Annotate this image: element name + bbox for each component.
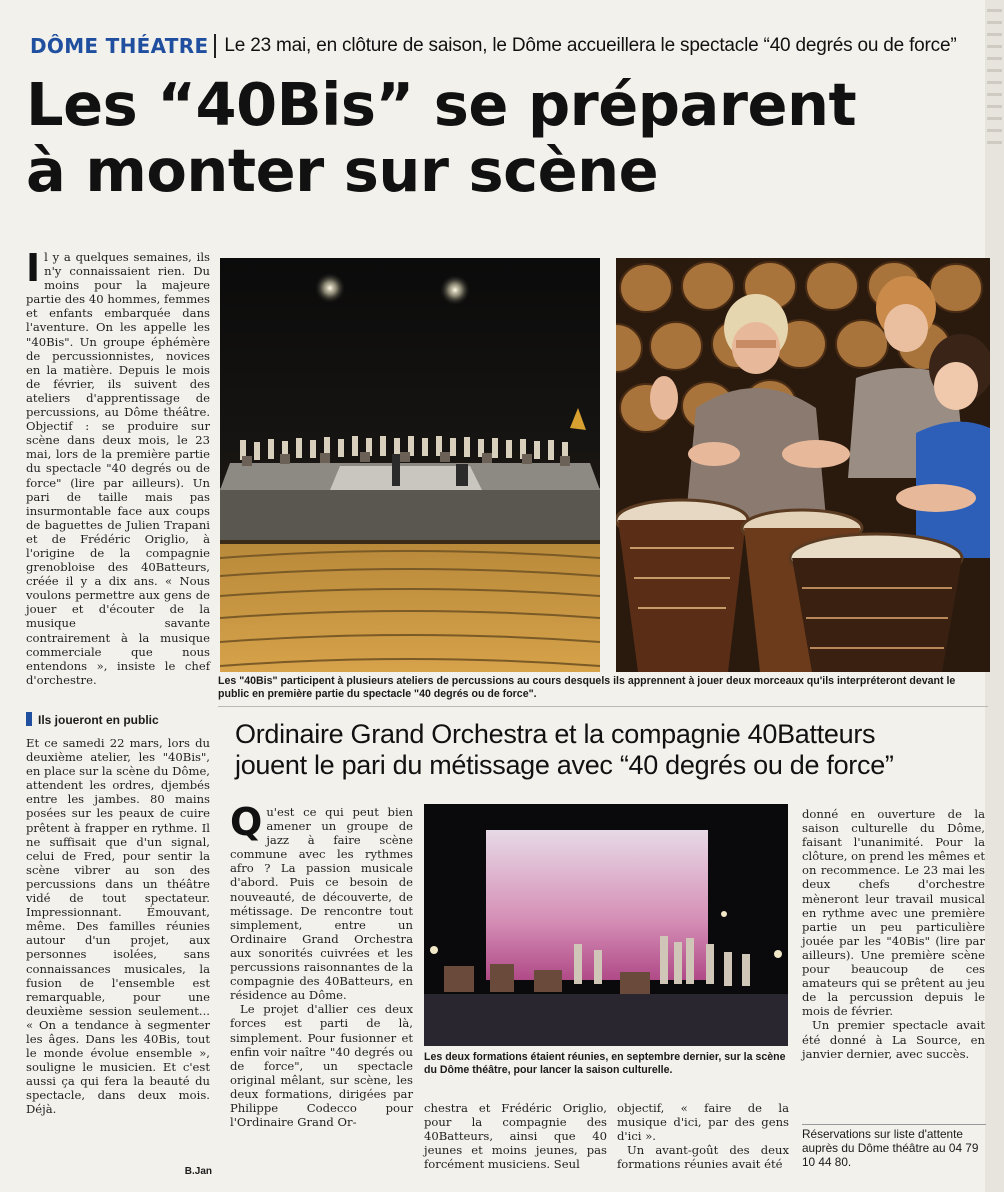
photo-caption-concert: Les deux formations étaient réunies, en septembre dernier, sur la scène du Dôme théâtre, pour lancer la saison culturelle. bbox=[424, 1051, 786, 1076]
dropcap: Q bbox=[230, 800, 263, 844]
kicker bbox=[30, 34, 1000, 64]
article2-title-line-1: Ordinaire Grand Orchestra et la compagnie 40Batteurs bbox=[235, 719, 876, 749]
article1-paragraph-1: l y a quelques semaines, ils n'y connaissaient rien. Du moins pour la majeure partie des 40 hommes, femmes et enfants embarquée dans l'aventure. On les appelle les "40Bis". Un groupe éphémère de percussionnistes, novices en la matière. Depuis le mois de février, ils suivent des ateliers d'apprentissage de percussions, au Dôme théâtre. Objectif : se produire sur scène dans deux mois, le 23 mai, lors de la première partie du spectacle "40 degrés ou de force" (lire par ailleurs). Un pari de taille mais pas insurmontable face aux coups de baguettes de Julien Trapani et de Frédéric Origlio, à l'origine de la compagnie grenobloise des 40Batteurs, créée il y a dix ans. « Nous voulons permettre aux gens de jouer et d'écouter de la musique savante contrairement à la musique commerciale que nous entendons », insiste le chef d'orchestre. bbox=[26, 250, 210, 687]
article2-paragraph-3: chestra et Frédéric Origlio, pour la compagnie des 40Batteurs, ainsi que 40 jeunes et moins jeunes, pas forcément musiciens. Seul bbox=[424, 1101, 607, 1172]
subhead-marker bbox=[26, 712, 32, 726]
article2-paragraph-2: Le projet d'allier ces deux forces est parti de là, simplement. Pour fusionner et enfin voir naître "40 degrés ou de force", un spectacle original mêlant, sur scène, les deux formations, dirigées par Philippe Codecco pour l'Ordinaire Grand Or- bbox=[230, 1002, 413, 1130]
article2-column-1 bbox=[230, 800, 413, 1130]
article1-column-top bbox=[26, 246, 210, 687]
article2-column-2 bbox=[424, 1101, 607, 1171]
divider bbox=[218, 706, 988, 707]
article2-column-3 bbox=[617, 1101, 789, 1171]
section-label: DÔME THÉATRE bbox=[30, 34, 209, 58]
article2-paragraph-4: objectif, « faire de la musique d'ici, par des gens d'ici ». bbox=[617, 1101, 789, 1144]
reservations-info: Réservations sur liste d'attente auprès du Dôme théâtre au 04 79 10 44 80. bbox=[802, 1127, 979, 1169]
article2-paragraph-5: Un avant-goût des deux formations réunies avait été bbox=[617, 1143, 789, 1172]
byline: B.Jan bbox=[184, 1166, 212, 1177]
headline bbox=[26, 72, 986, 204]
kicker-divider bbox=[214, 34, 216, 58]
dropcap: I bbox=[26, 246, 41, 290]
photo-concert bbox=[424, 804, 788, 1046]
article1-paragraph-2: Et ce samedi 22 mars, lors du deuxième atelier, les "40Bis", en place sur la scène du Dôme, attendent les ordres, djembés entre les jambes. 80 mains posées sur les peaux de cuire prêtent à frapper en rythme. Il ne suffisait que d'un signal, celui de Fred, pour sentir la scène vibrer au son des percussions dans un théâtre vidé de tout spectateur. Impressionnant. Émouvant, même. Des familles réunies autour d'un projet, aux personnes isolées, sans connaissances musicales, la fusion de l'ensemble est remarquable, pour une deuxième session seulement... « On a tendance à segmenter les âges. Dans les 40Bis, tout le monde évolue ensemble », souligne le musicien. Et c'est aussi ça qui fera la beauté du spectacle, dans deux mois. Déjà. bbox=[26, 736, 210, 1117]
kicker-text: Le 23 mai, en clôture de saison, le Dôme accueillera le spectacle “40 degrés ou de force” bbox=[224, 35, 957, 56]
article2-paragraph-1: u'est ce qui peut bien amener un groupe de jazz à faire scène commune avec les rythmes afro ? La passion musicale d'abord. Puis ce besoin de nouveauté, de découverte, de métissage. De rencontre tout simplement, entre un Ordinaire Grand Orchestra aux sonorités cuivrées et les percussions raisonnantes de la compagnie des 40Batteurs, en résidence au Dôme. bbox=[230, 805, 413, 1003]
article2-title bbox=[235, 719, 985, 781]
article1-column-bottom bbox=[26, 736, 210, 1117]
article2-paragraph-7: Un premier spectacle avait été donné à La Source, en janvier dernier, avec succès. bbox=[802, 1018, 985, 1061]
headline-line-1: Les “40Bis” se préparent bbox=[26, 70, 857, 139]
photo-stage-rehearsal bbox=[220, 258, 600, 672]
headline-line-2: à monter sur scène bbox=[26, 136, 659, 205]
photo-djembe-players bbox=[616, 258, 990, 672]
photo-caption-top: Les "40Bis" participent à plusieurs ateliers de percussions au cours desquels ils apprennent à jouer deux morceaux qu'ils interpréteront devant le public en première partie du spectacle "40 degrés ou de force". bbox=[218, 675, 956, 700]
article2-paragraph-6: donné en ouverture de la saison culturelle du Dôme, faisant l'unanimité. Pour la clôture, on prend les mêmes et on recommence. Le 23 mai les deux chefs d'orchestre mèneront leur travail musical en rythme avec une première partie un peu particulière jouée par les "40Bis" (lire par ailleurs). Une première scène pour beaucoup de ces amateurs qui se prêtent au jeu de la percussion depuis le mois de février. bbox=[802, 807, 985, 1019]
reservations-divider bbox=[802, 1124, 986, 1125]
article1-subhead bbox=[26, 712, 210, 727]
subhead-text: Ils joueront en public bbox=[38, 713, 159, 727]
article2-title-line-2: jouent le pari du métissage avec “40 degrés ou de force” bbox=[235, 750, 894, 780]
article2-column-4 bbox=[802, 807, 985, 1061]
